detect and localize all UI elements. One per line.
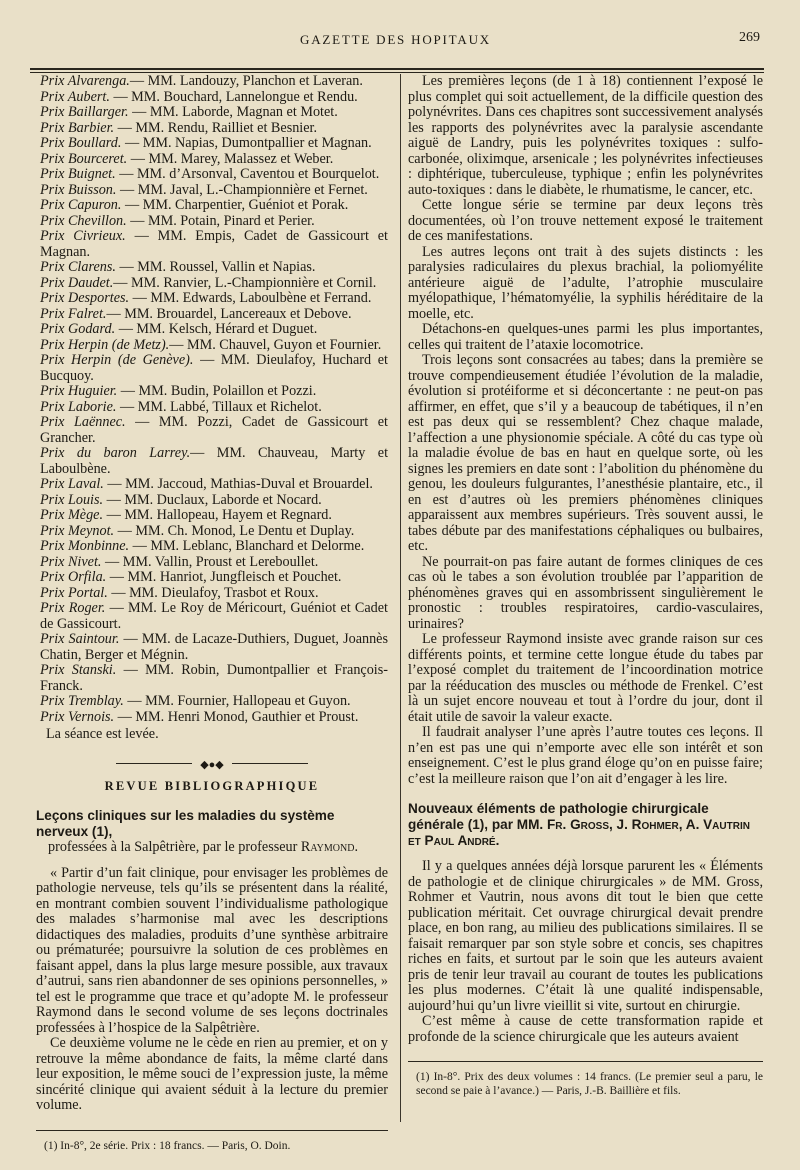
paragraph: Il y a quelques années déjà lorsque parurent les « Éléments de pathologie et de clinique chirurgicales » de MM. Gross, Rohmer et Vautrin, nous avons dit tout le bien que cette publication méritait. Cet ouvrage chirurgical devait prendre place, en bon rang, au milieu des publications similaires. Il se faisait remarquer par son style sobre et concis, ses chapitres riches en faits, et surtout par le soin que les auteurs avaient pris de tenir leur travail au courant de toutes les publications les plus modernes. C’était là une qualité indispensable, aujourd’hui qu’un livre vieillit si vite, surtout en chirurgie. [408,858,763,1014]
prize-entry [36,338,388,354]
prize-jury: — MM. Kelsch, Hérard et Duguet. [115,321,318,337]
prize-name: Prix Laval. [40,476,104,492]
running-head [0,26,800,50]
prize-entry [36,90,388,106]
prize-name: Prix Roger. [40,600,106,616]
prize-name: Prix Chevillon. [40,212,127,229]
paragraph: Le professeur Raymond insiste avec grande raison sur ces différents points, et termine cette longue étude du tabes par l’exposé complet du traitement de l’incoordination motrice par la rééducation des muscles ou méthode de Frenkel. C’est là un sujet encore nouveau et tout à l’ordre du jour, dont il était utile de savoir la valeur exacte. [408,631,763,725]
prize-entry [36,105,388,121]
paragraph: Trois leçons sont consacrées au tabes; dans la première se trouve compendieusement étudiée l’évolution de la maladie, évolution si protéiforme et si déconcertante : ne peut-on pas affirmer, en effet, que s’il y a beaucoup de tabétiques, il n’en est pas deux qui se ressemblent? Chez chaque malade, l’affection a une physionomie spéciale. A côté du cas type où la maladie évolue de bas en haut en quelque sorte, où les signes les premiers en date sont : l’abolition du phénomène du genou, les douleurs fulgurantes, l’anesthésie plantaire, etc., il en est d’autres où les premiers phénomènes cliniques apparaissent aux membres supérieurs. Très souvent aussi, le tabes débute par des manifestations céphaliques ou bulbaires, etc. [408,352,763,554]
right-column [408,74,763,1098]
prize-entry [36,229,388,260]
review-subtitle [36,840,388,856]
prize-jury: — MM. Dieulafoy, Huchard et Bucquoy. [40,352,388,384]
prize-name: Prix Alvarenga. [40,73,130,89]
ornament-glyph: ◆●◆ [192,759,232,771]
header-rule-thick [30,68,764,70]
prize-name: Prix Capuron. [40,197,122,213]
prize-name: Prix Daudet. [40,274,114,291]
prize-jury: — MM. Leblanc, Blanchard et Delorme. [129,538,365,554]
prize-name: Prix Nivet. [40,553,102,570]
prize-entry [36,508,388,524]
footnote-rule [36,1130,388,1131]
prize-jury: — MM. Javal, L.-Championnière et Fernet. [116,181,368,198]
prize-entry [36,446,388,477]
prize-jury: — MM. Chauvel, Guyon et Fournier. [169,336,382,353]
paragraph: Les premières leçons (de 1 à 18) contiennent l’exposé le plus complet qui soit actuellement, de la difficile question des polynévrites. Dans ces chapitres sont successivement analysés les rapports des polynévrites avec la paralysie ascendante aiguë de Landry, puis les polynévrites toxiques : sulfo-carbonée, oliximque, arsenicale ; les polynévrites infectieuses : diphtérique, tuberculeuse, typhique ; enfin les polynévrites auto-toxiques : dans le diabète, le rhumatisme, le cancer, etc. [408,73,763,198]
prize-name: Prix Baillarger. [40,104,129,120]
prize-committee-list [36,74,388,725]
review-author: Raymond. [300,839,358,855]
prize-entry [36,570,388,586]
prize-jury: — MM. d’Arsonval, Caventou et Bourquelot. [115,166,380,182]
prize-jury: — MM. Pozzi, Cadet de Gassicourt et Grancher. [40,414,388,446]
prize-name: Prix Meynot. [40,522,115,539]
prize-name: Prix Herpin (de Metz). [40,336,170,353]
prize-jury: — MM. Rendu, Railliet et Besnier. [114,119,318,136]
paragraph: Détachons-en quelques-unes parmi les plus importantes, celles qui traitent de l’ataxie locomotrice. [408,321,763,353]
prize-jury: — MM. Marey, Malassez et Weber. [127,150,334,167]
prize-jury: — MM. Dieulafoy, Trasbot et Roux. [107,584,319,601]
prize-entry [36,710,388,726]
prize-jury: — MM. Hanriot, Jungfleisch et Pouchet. [106,569,342,585]
paragraph: Il faudrait analyser l’une après l’autre toutes ces leçons. Il n’en est pas une qui n’emporte avec elle son intérêt et son enseignement. C’est le plus grand éloge qu’on en puisse faire; c’est la meilleure raison que l’on ait d’engager à les lire. [408,724,763,787]
prize-entry [36,214,388,230]
prize-entry [36,74,388,90]
prize-name: Prix Huguier. [40,383,118,399]
prize-name: Prix Bourceret. [40,150,128,167]
prize-name: Prix Saintour. [40,631,120,647]
journal-title: GAZETTE DES HOPITAUX [300,32,491,47]
prize-jury: — MM. Edwards, Laboulbène et Ferrand. [129,290,372,306]
prize-entry [36,663,388,694]
column-divider [400,74,401,1122]
prize-name: Prix Laborie. [40,398,117,415]
section-heading: REVUE BIBLIOGRAPHIQUE [104,778,320,793]
prize-name: Prix Mège. [40,507,104,523]
prize-jury: — MM. Laborde, Magnan et Motet. [128,104,338,120]
prize-entry [36,353,388,384]
section-ornament [36,757,388,769]
prize-jury: — MM. Charpentier, Guéniot et Porak. [121,197,349,213]
prize-entry [36,524,388,540]
prize-jury: — MM. Bouchard, Lannelongue et Rendu. [109,88,358,105]
prize-name: Prix Aubert. [40,88,110,105]
prize-name: Prix Stanski. [40,662,117,678]
prize-entry [36,493,388,509]
prize-entry [36,276,388,292]
adjournment-line: La séance est levée. [46,726,159,742]
prize-name: Prix Clarens. [40,259,116,275]
prize-jury: — MM. Potain, Pinard et Perier. [126,212,315,229]
prize-entry [36,555,388,571]
paragraph: « Partir d’un fait clinique, pour envisager les problèmes de pathologie nerveuse, tels qu’ils se présentent dans la réalité, en montrant combien souvent l’individualisme pathologique des malades s’harmonise mal avec les descriptions didactiques des maladies, produits d’une synthèse arbitraire ou prématurée; poursuivre la solution de ces problèmes en faisant appel, dans la plus large mesure possible, aux travaux d’autrui, sans rien abandonner de ses opinions personnelles, » tel est le programme que trace et qu’adopte M. le professeur Raymond dans le second volume de ses leçons doctrinales professées à l’hospice de la Salpêtrière. [36,864,388,1036]
prize-entry [36,291,388,307]
prize-entry [36,198,388,214]
prize-entry [36,136,388,152]
prize-name: Prix Buignet. [40,166,116,182]
prize-entry [36,400,388,416]
prize-jury: — MM. Roussel, Vallin et Napias. [115,259,316,275]
prize-name: Prix Portal. [40,584,108,601]
prize-entry [36,260,388,276]
prize-jury: — MM. Henri Monod, Gauthier et Proust. [114,708,359,725]
review-title-text: Nouveaux éléments de pathologie chirurgicale générale (1), par MM. [408,801,709,832]
prize-name: Prix Godard. [40,321,116,337]
prize-name: Prix Tremblay. [40,693,124,709]
prize-name: Prix Falret. [40,305,107,322]
paragraph: Les autres leçons ont trait à des sujets distincts : les paralysies radiculaires du plexus brachial, la poliomyélite antérieure aiguë de l’adulte, l’atrophie musculaire myélopathique, l’hématomyélie, la syphilis héréditaire de la moelle, etc. [408,243,763,322]
paragraph: Ne pourrait-on pas faire autant de formes cliniques de ces cas où le tabes a son évolution troublée par l’apparition de phénomènes graves qui en assombrissent singulièrement le pronostic : troubles respiratoires, cardio-vasculaires, urinaires? [408,553,763,632]
paragraph: Ce deuxième volume ne le cède en rien au premier, et on y retrouve la même abondance de faits, la même clarté dans leur exposition, le même souci de l’expression juste, la même sincérité clinique qui avaient séduit à la lecture du premier volume. [36,1035,388,1113]
prize-entry [36,694,388,710]
prize-jury: — MM. Le Roy de Méricourt, Guéniot et Cadet de Gassicourt. [40,600,388,632]
review-title [408,801,763,849]
prize-entry [36,601,388,632]
prize-name: Prix Desportes. [40,290,130,306]
prize-entry [36,477,388,493]
prize-entry [36,415,388,446]
prize-name: Prix Buisson. [40,181,117,198]
prize-entry [36,322,388,338]
prize-jury: — MM. Budin, Polaillon et Pozzi. [117,383,317,399]
prize-jury: — MM. Vallin, Proust et Lereboullet. [101,553,319,570]
prize-name: Prix Boullard. [40,135,122,151]
paragraph: Cette longue série se termine par deux leçons très documentées, où l’on trouve nettement exposé le traitement de ces manifestations. [408,197,763,244]
footnote: (1) In-8°, 2e série. Prix : 18 francs. — Paris, O. Doin. [44,1139,291,1152]
prize-jury: — MM. Ch. Monod, Le Dentu et Duplay. [114,522,355,539]
prize-name: Prix Orfila. [40,569,107,585]
prize-jury: — MM. Duclaux, Laborde et Nocard. [103,491,322,508]
prize-entry [36,152,388,168]
prize-entry [36,183,388,199]
prize-name: Prix Civrieux. [40,228,126,244]
left-column [36,74,388,1153]
prize-jury: — MM. Robin, Dumontpallier et François-Franck. [40,662,388,694]
prize-name: Prix Barbier. [40,119,115,136]
prize-jury: — MM. Napias, Dumontpallier et Magnan. [121,135,372,151]
prize-jury: — MM. de Lacaze-Duthiers, Duguet, Joannès Chatin, Berger et Mégnin. [40,631,388,663]
footnote-rule [408,1061,763,1062]
page-number: 269 [739,30,760,45]
prize-entry [36,167,388,183]
prize-entry [36,586,388,602]
prize-name: Prix Herpin (de Genève). [40,352,194,368]
prize-jury: — MM. Fournier, Hallopeau et Guyon. [123,693,351,709]
prize-jury: — MM. Jaccoud, Mathias-Duval et Brouardel. [103,476,373,492]
paragraph: C’est même à cause de cette transformation rapide et profonde de la science chirurgicale que les auteurs avaient [408,1013,763,1045]
review-title: Leçons cliniques sur les maladies du système nerveux (1), [36,808,335,839]
prize-jury: — MM. Brouardel, Lancereaux et Debove. [106,305,352,322]
review-authors: Fr. Gross, J. Rohmer, A. Vautrin et Paul André. [408,817,750,848]
footnote: (1) In-8°. Prix des deux volumes : 14 francs. (Le premier seul a paru, le second se paie à l’avance.) — Paris, J.-B. Baillière et fils. [416,1071,763,1097]
prize-name: Prix du baron Larrey. [40,445,191,461]
prize-name: Prix Vernois. [40,708,115,725]
prize-jury: — MM. Landouzy, Planchon et Laveran. [129,73,363,89]
prize-name: Prix Laënnec. [40,414,126,430]
prize-jury: — MM. Labbé, Tillaux et Richelot. [116,398,322,415]
prize-jury: — MM. Hallopeau, Hayem et Regnard. [103,507,332,523]
prize-jury: — MM. Empis, Cadet de Gassicourt et Magnan. [40,228,388,260]
prize-entry [36,121,388,137]
prize-entry [36,307,388,323]
prize-entry [36,539,388,555]
review-subtitle-text: professées à la Salpêtrière, par le professeur [48,839,301,855]
prize-jury: — MM. Ranvier, L.-Championnière et Cornil. [113,274,377,291]
prize-name: Prix Louis. [40,491,104,508]
prize-name: Prix Monbinne. [40,538,130,554]
prize-entry [36,384,388,400]
prize-jury: — MM. Chauveau, Marty et Laboulbène. [40,445,389,477]
prize-entry [36,632,388,663]
